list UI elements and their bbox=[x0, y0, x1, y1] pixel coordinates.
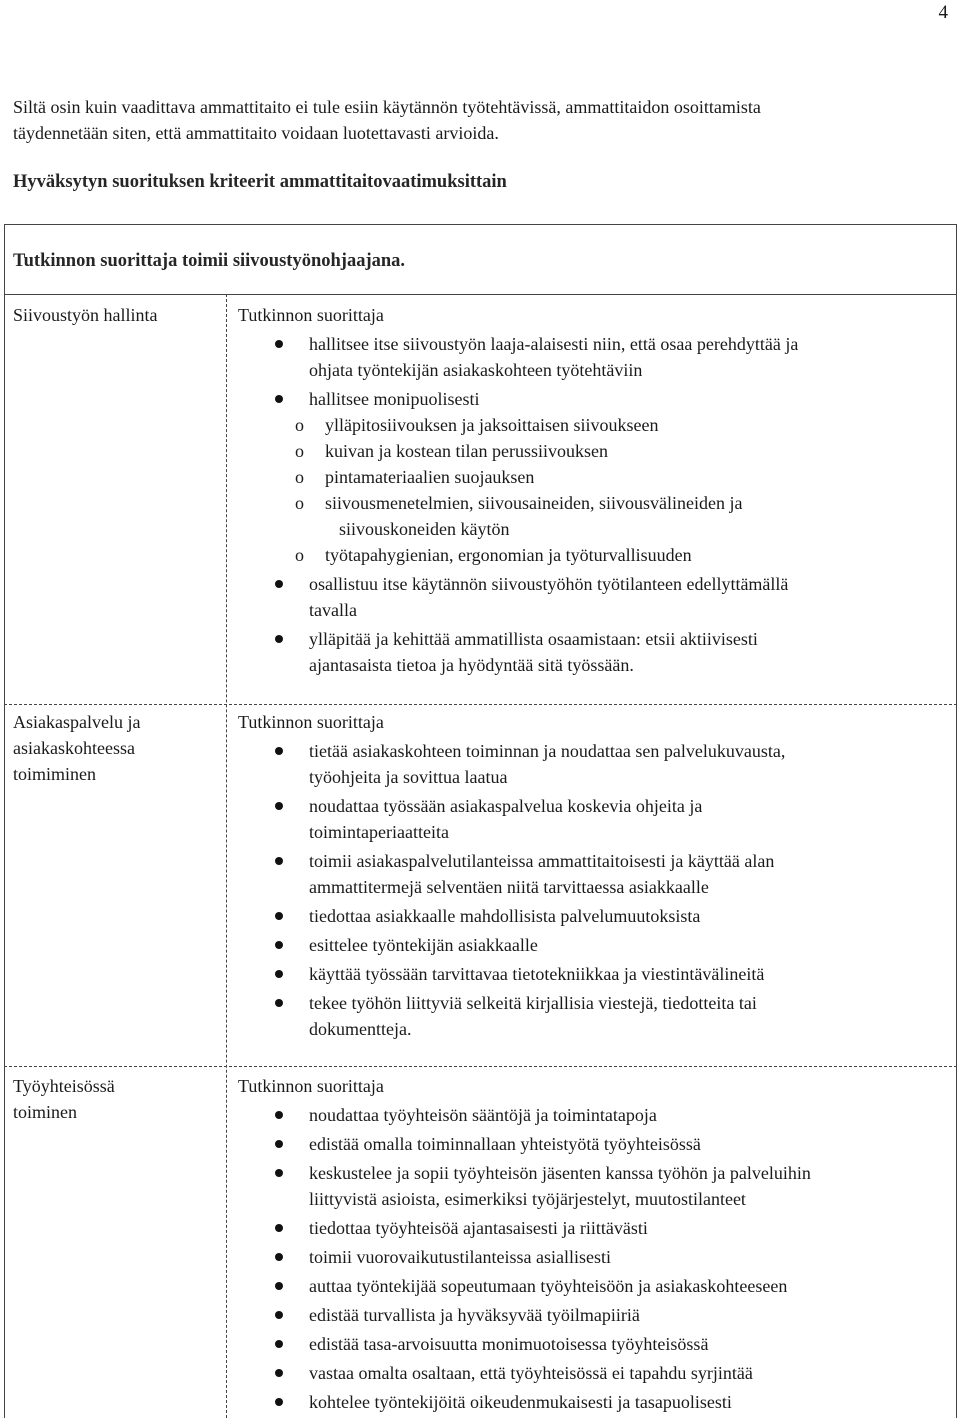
list-item bbox=[238, 1360, 950, 1386]
cell-heading: Tutkinnon suorittaja bbox=[238, 712, 384, 732]
list-item bbox=[238, 1215, 950, 1241]
list-item bbox=[238, 1244, 950, 1270]
list-item-line: ohjata työntekijän asiakaskohteen työtehtäviin bbox=[309, 360, 643, 380]
sub-list-item bbox=[295, 464, 950, 490]
list-item bbox=[238, 386, 950, 412]
list-item bbox=[238, 990, 950, 1042]
row-label-line: toimiminen bbox=[13, 764, 96, 784]
list-item-line: tekee työhön liittyviä selkeitä kirjallisia viestejä, tiedotteita tai bbox=[309, 993, 757, 1013]
list-item-line: tavalla bbox=[309, 600, 357, 620]
sub-list-item bbox=[295, 542, 950, 568]
row-criteria-tyoyhteisossa-toiminen bbox=[238, 1073, 950, 1415]
bullet-icon bbox=[275, 340, 283, 348]
list-item-line: hallitsee monipuolisesti bbox=[309, 389, 480, 409]
bullet-icon bbox=[275, 857, 283, 865]
circle-bullet-icon: o bbox=[295, 415, 304, 435]
row-label-line: toiminen bbox=[13, 1102, 77, 1122]
bullet-icon bbox=[275, 395, 283, 403]
list-item-line: toimii vuorovaikutustilanteissa asiallisesti bbox=[309, 1247, 611, 1267]
bullet-icon bbox=[275, 1398, 283, 1406]
row-label-tyoyhteisossa-toiminen bbox=[13, 1073, 218, 1125]
list-item bbox=[238, 1302, 950, 1328]
row-label-line: Siivoustyön hallinta bbox=[13, 305, 158, 325]
sub-list-item-line: siivouskoneiden käytön bbox=[339, 519, 510, 539]
bullet-icon bbox=[275, 970, 283, 978]
sub-list bbox=[238, 412, 950, 568]
row-label-line: Työyhteisössä bbox=[13, 1076, 115, 1096]
sub-list-item-line: työtapahygienian, ergonomian ja työturvallisuuden bbox=[325, 545, 692, 565]
list-item bbox=[238, 1131, 950, 1157]
list-item bbox=[238, 571, 950, 623]
list-item-line: tiedottaa työyhteisöä ajantasaisesti ja riittävästi bbox=[309, 1218, 648, 1238]
list-item-line: dokumentteja. bbox=[309, 1019, 412, 1039]
bullet-icon bbox=[275, 802, 283, 810]
circle-bullet-icon: o bbox=[295, 441, 304, 461]
table-row-divider bbox=[4, 704, 957, 705]
list-item-line: keskustelee ja sopii työyhteisön jäsenten kanssa työhön ja palveluihin bbox=[309, 1163, 811, 1183]
sub-list-item-line: ylläpitosiivouksen ja jaksoittaisen siivoukseen bbox=[325, 415, 659, 435]
criteria-list bbox=[238, 331, 950, 412]
list-item-line: edistää tasa-arvoisuutta monimuotoisessa työyhteisössä bbox=[309, 1334, 709, 1354]
list-item bbox=[238, 1273, 950, 1299]
list-item bbox=[238, 331, 950, 383]
bullet-icon bbox=[275, 1224, 283, 1232]
list-item bbox=[238, 793, 950, 845]
list-item-line: ylläpitää ja kehittää ammatillista osaamistaan: etsii aktiivisesti bbox=[309, 629, 758, 649]
bullet-icon bbox=[275, 580, 283, 588]
list-item-line: noudattaa työyhteisön sääntöjä ja toimintatapoja bbox=[309, 1105, 657, 1125]
row-label-siivoustyon-hallinta bbox=[13, 302, 218, 328]
row-criteria-siivoustyon-hallinta bbox=[238, 302, 950, 678]
list-item-line: noudattaa työssään asiakaspalvelua koskevia ohjeita ja bbox=[309, 796, 703, 816]
sub-list-item bbox=[295, 412, 950, 438]
sub-list-item bbox=[295, 438, 950, 464]
list-item-line: työohjeita ja sovittua laatua bbox=[309, 767, 508, 787]
bullet-icon bbox=[275, 941, 283, 949]
list-item bbox=[238, 1102, 950, 1128]
list-item bbox=[238, 1160, 950, 1212]
cell-heading: Tutkinnon suorittaja bbox=[238, 1076, 384, 1096]
bullet-icon bbox=[275, 635, 283, 643]
row-criteria-asiakaspalvelu bbox=[238, 709, 950, 1042]
row-label-line: asiakaskohteessa bbox=[13, 738, 135, 758]
bullet-icon bbox=[275, 1369, 283, 1377]
list-item-line: kohtelee työntekijöitä oikeudenmukaisesti ja tasapuolisesti bbox=[309, 1392, 732, 1412]
list-item bbox=[238, 932, 950, 958]
criteria-list bbox=[238, 1102, 950, 1415]
list-item-line: edistää omalla toiminnallaan yhteistyötä työyhteisössä bbox=[309, 1134, 701, 1154]
list-item-line: edistää turvallista ja hyväksyvää työilmapiiriä bbox=[309, 1305, 640, 1325]
sub-list-item bbox=[295, 490, 950, 542]
circle-bullet-icon: o bbox=[295, 467, 304, 487]
criteria-heading: Hyväksytyn suorituksen kriteerit ammattitaitovaatimuksittain bbox=[13, 172, 507, 192]
list-item bbox=[238, 738, 950, 790]
intro-line-1: Siltä osin kuin vaadittava ammattitaito ei tule esiin käytännön työtehtävissä, ammattitaidon osoittamista bbox=[13, 97, 761, 117]
bullet-icon bbox=[275, 1311, 283, 1319]
sub-list-item-line: siivousmenetelmien, siivousaineiden, siivousvälineiden ja bbox=[325, 493, 743, 513]
criteria-list bbox=[238, 738, 950, 1042]
list-item-line: hallitsee itse siivoustyön laaja-alaisesti niin, että osaa perehdyttää ja bbox=[309, 334, 799, 354]
list-item bbox=[238, 1389, 950, 1415]
list-item bbox=[238, 848, 950, 900]
table-row-divider bbox=[4, 1066, 957, 1067]
bullet-icon bbox=[275, 912, 283, 920]
list-item-line: tiedottaa asiakkaalle mahdollisista palvelumuutoksista bbox=[309, 906, 701, 926]
bullet-icon bbox=[275, 1111, 283, 1119]
sub-list-item-line: pintamateriaalien suojauksen bbox=[325, 467, 535, 487]
bullet-icon bbox=[275, 1340, 283, 1348]
bullet-icon bbox=[275, 999, 283, 1007]
list-item-line: toimintaperiaatteita bbox=[309, 822, 449, 842]
list-item-line: tietää asiakaskohteen toiminnan ja noudattaa sen palvelukuvausta, bbox=[309, 741, 786, 761]
list-item bbox=[238, 1331, 950, 1357]
list-item-line: ajantasaista tietoa ja hyödyntää sitä työssään. bbox=[309, 655, 634, 675]
list-item bbox=[238, 626, 950, 678]
table-title: Tutkinnon suorittaja toimii siivoustyönohjaajana. bbox=[13, 251, 406, 271]
circle-bullet-icon: o bbox=[295, 493, 304, 513]
bullet-icon bbox=[275, 1169, 283, 1177]
bullet-icon bbox=[275, 747, 283, 755]
list-item-line: auttaa työntekijää sopeutumaan työyhteisöön ja asiakaskohteeseen bbox=[309, 1276, 788, 1296]
bullet-icon bbox=[275, 1140, 283, 1148]
intro-paragraph bbox=[13, 94, 948, 146]
list-item-line: ammattitermejä selventäen niitä tarvittaessa asiakkaalle bbox=[309, 877, 709, 897]
list-item bbox=[238, 961, 950, 987]
page-number: 4 bbox=[938, 2, 948, 23]
criteria-list bbox=[238, 571, 950, 678]
sub-list-item-line: kuivan ja kostean tilan perussiivouksen bbox=[325, 441, 608, 461]
cell-heading: Tutkinnon suorittaja bbox=[238, 305, 384, 325]
row-label-asiakaspalvelu bbox=[13, 709, 218, 787]
circle-bullet-icon: o bbox=[295, 545, 304, 565]
list-item-line: liittyvistä asioista, esimerkiksi työjärjestelyt, muutostilanteet bbox=[309, 1189, 746, 1209]
list-item-line: esittelee työntekijän asiakkaalle bbox=[309, 935, 538, 955]
list-item-line: vastaa omalta osaltaan, että työyhteisössä ei tapahdu syrjintää bbox=[309, 1363, 753, 1383]
list-item-line: käyttää työssään tarvittavaa tietotekniikkaa ja viestintävälineitä bbox=[309, 964, 765, 984]
list-item bbox=[238, 903, 950, 929]
table-header-divider bbox=[4, 294, 957, 295]
row-label-line: Asiakaspalvelu ja bbox=[13, 712, 141, 732]
intro-line-2: täydennetään siten, että ammattitaito voidaan luotettavasti arvioida. bbox=[13, 123, 499, 143]
table-column-divider bbox=[226, 294, 227, 1418]
bullet-icon bbox=[275, 1282, 283, 1290]
bullet-icon bbox=[275, 1253, 283, 1261]
list-item-line: toimii asiakaspalvelutilanteissa ammattitaitoisesti ja käyttää alan bbox=[309, 851, 775, 871]
list-item-line: osallistuu itse käytännön siivoustyöhön työtilanteen edellyttämällä bbox=[309, 574, 789, 594]
